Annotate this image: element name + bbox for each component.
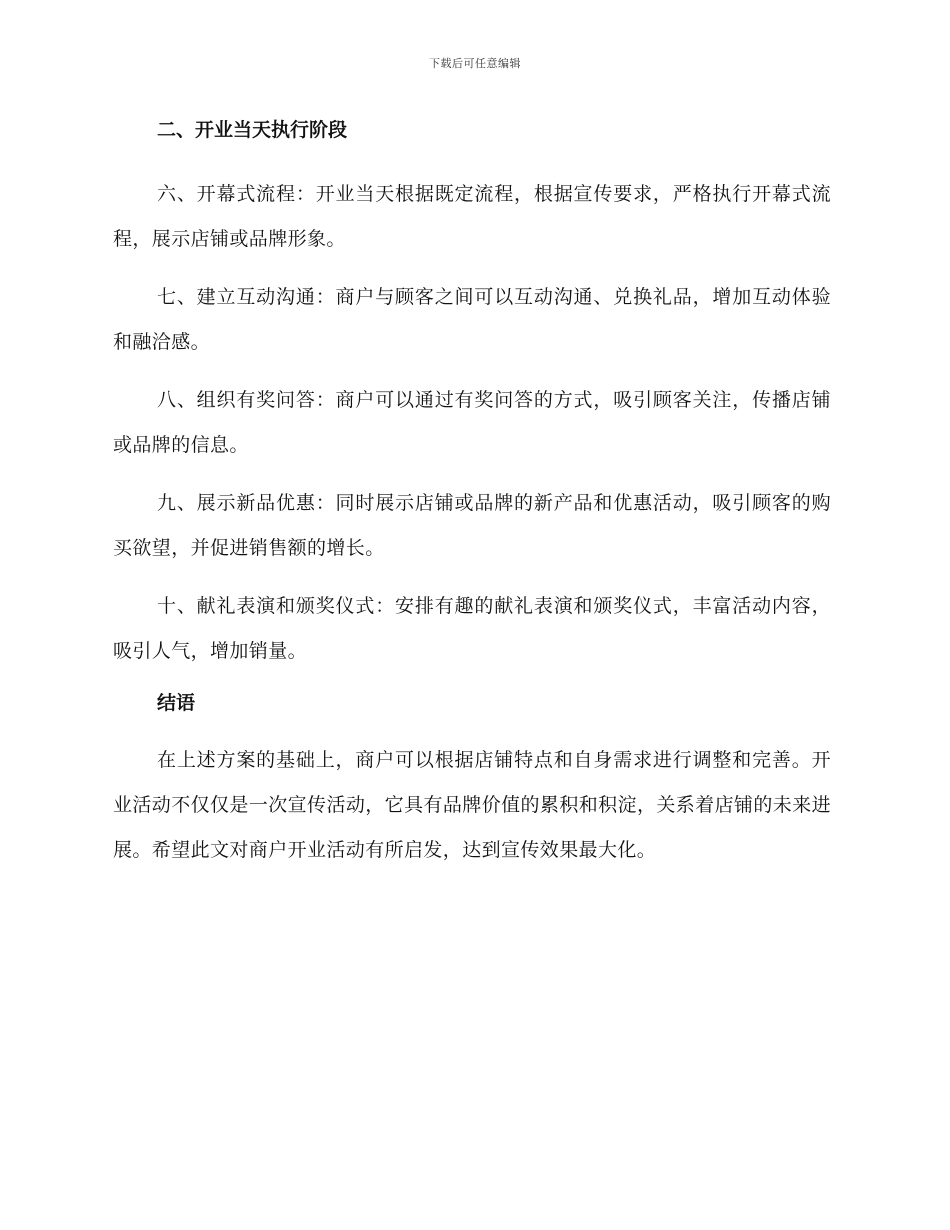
paragraph-item-7: 七、建立互动沟通：商户与顾客之间可以互动沟通、兑换礼品，增加互动体验和融洽感。 <box>113 286 831 353</box>
paragraph-item-9: 九、展示新品优惠：同时展示店铺或品牌的新产品和优惠活动，吸引顾客的购买欲望，并促进销售额的增长。 <box>113 492 831 559</box>
conclusion-title: 结语 <box>157 692 196 714</box>
section-heading: 二、开业当天执行阶段 <box>157 119 348 141</box>
header-note: 下载后可任意编辑 <box>429 57 521 70</box>
document-body <box>113 114 831 886</box>
paragraph-item-6: 六、开幕式流程：开业当天根据既定流程，根据宣传要求，严格执行开幕式流程，展示店铺或品牌形象。 <box>113 183 831 250</box>
paragraph-item-10: 十、献礼表演和颁奖仪式：安排有趣的献礼表演和颁奖仪式，丰富活动内容，吸引人气，增加销量。 <box>113 595 831 662</box>
paragraph-item-8: 八、组织有奖问答：商户可以通过有奖问答的方式，吸引顾客关注，传播店铺或品牌的信息。 <box>113 389 831 456</box>
conclusion-paragraph: 在上述方案的基础上，商户可以根据店铺特点和自身需求进行调整和完善。开业活动不仅仅是一次宣传活动，它具有品牌价值的累积和积淀，关系着店铺的未来进展。希望此文对商户开业活动有所启发，达到宣传效果最大化。 <box>113 749 831 861</box>
